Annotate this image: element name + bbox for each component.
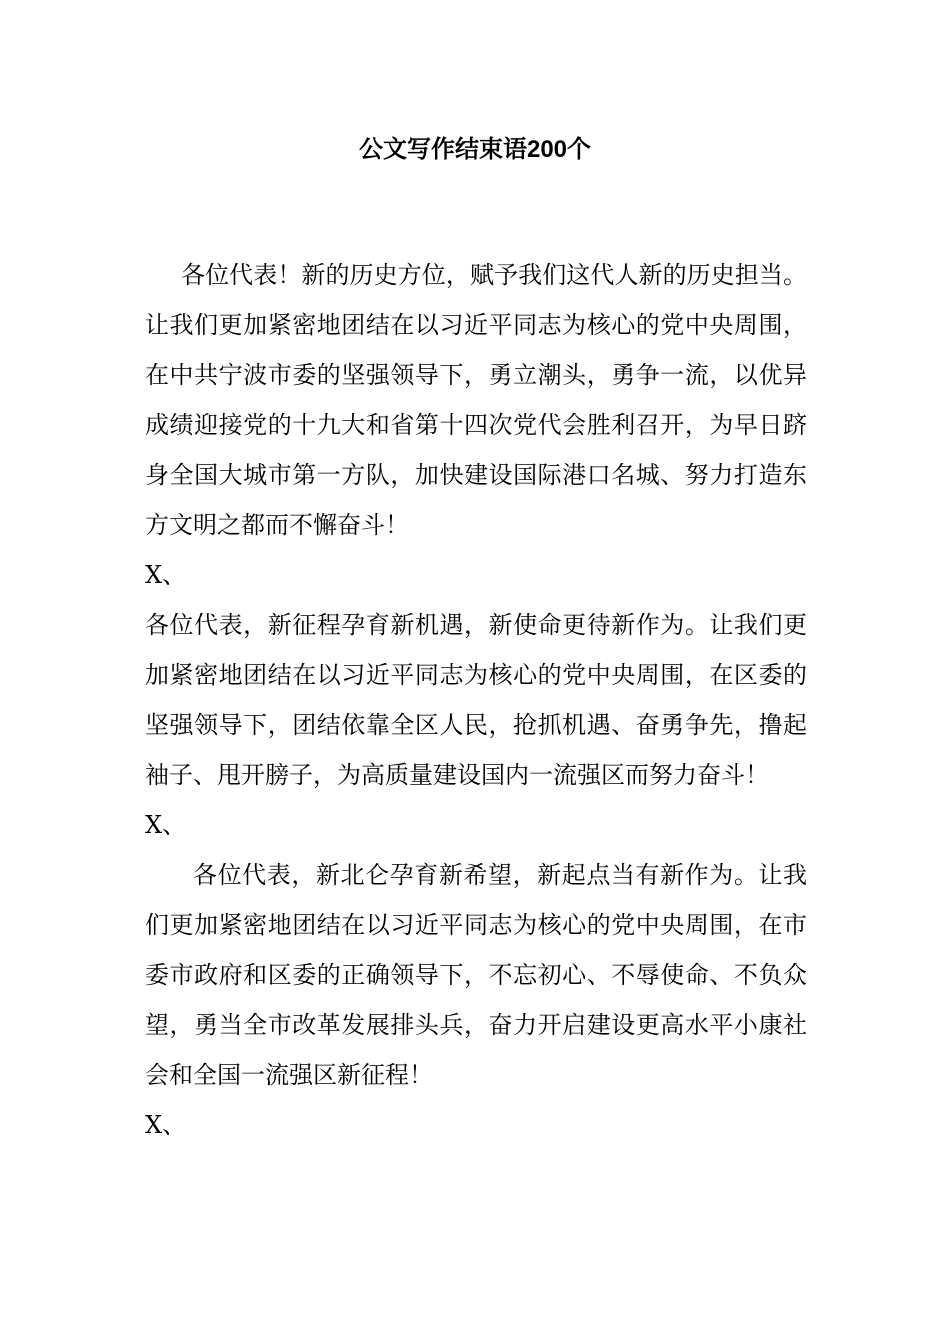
paragraph-3: 各位代表，新北仑孕育新希望，新起点当有新作为。让我们更加紧密地团结在以习近平同志为核心的党中央周围，在市委市政府和区委的正确领导下，不忘初心、不辱使命、不负众望，勇当全市改革发展排头兵，奋力开启建设更高水平小康社会和全国一流强区新征程！ — [145, 861, 807, 1089]
document-body — [145, 250, 807, 1150]
separator-3: X、 — [145, 1111, 187, 1139]
paragraph-2: 各位代表，新征程孕育新机遇，新使命更待新作为。让我们更加紧密地团结在以习近平同志为核心的党中央周围，在区委的坚强领导下，团结依靠全区人民，抢抓机遇、奋勇争先，撸起袖子、甩开膀子，为高质量建设国内一流强区而努力奋斗！ — [145, 611, 807, 789]
paragraph-1: 各位代表！新的历史方位，赋予我们这代人新的历史担当。让我们更加紧密地团结在以习近平同志为核心的党中央周围，在中共宁波市委的坚强领导下，勇立潮头，勇争一流，以优异成绩迎接党的十九大和省第十四次党代会胜利召开，为早日跻身全国大城市第一方队，加快建设国际港口名城、努力打造东方文明之都而不懈奋斗！ — [145, 261, 807, 539]
document-title: 公文写作结束语200个 — [358, 136, 592, 163]
separator-1: X、 — [145, 561, 187, 589]
separator-2: X、 — [145, 811, 187, 839]
